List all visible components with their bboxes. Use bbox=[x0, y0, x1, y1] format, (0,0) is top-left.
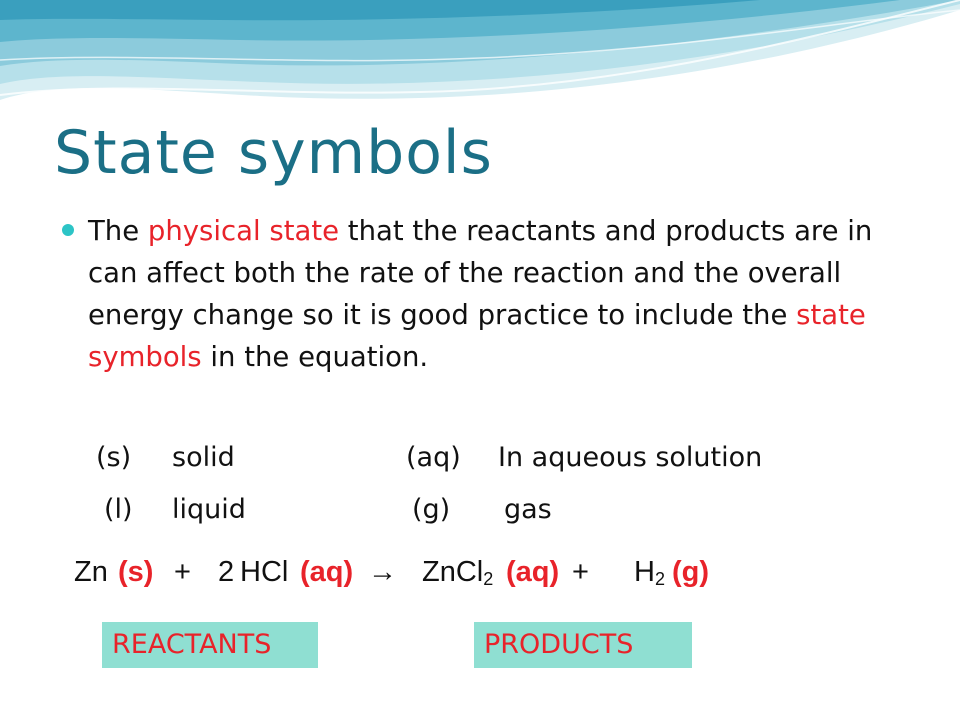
bullet-dot-icon bbox=[62, 224, 74, 236]
body-paragraph bbox=[88, 210, 908, 378]
paragraph-text: The bbox=[88, 215, 148, 247]
eq-arrow: → bbox=[368, 556, 397, 588]
eq-zn-state: (s) bbox=[118, 556, 154, 588]
symbol-l: (l) bbox=[104, 494, 133, 525]
symbol-aq: (aq) bbox=[406, 442, 461, 473]
eq-hcl-state: (aq) bbox=[300, 556, 354, 588]
eq-h2: $H_2$ bbox=[634, 556, 665, 589]
eq-zncl2: ZnCl$_2$ bbox=[422, 556, 494, 589]
slide-title: State symbols bbox=[54, 118, 493, 188]
eq-zn: Zn bbox=[74, 556, 108, 588]
products-label: PRODUCTS bbox=[474, 622, 692, 668]
paragraph-text: in the equation. bbox=[201, 341, 429, 373]
eq-coefficient: 2 bbox=[218, 556, 235, 588]
eq-zncl2-state: (aq) bbox=[506, 556, 560, 588]
reactants-label: REACTANTS bbox=[102, 622, 318, 668]
eq-hcl: HCl bbox=[240, 556, 289, 588]
paragraph-text: that the reactants and products are in can affect both the rate of the reaction and the overall energy change so it is good practice to include the bbox=[88, 215, 873, 331]
symbol-g-meaning: gas bbox=[504, 494, 552, 525]
header-wave-decoration bbox=[0, 0, 960, 130]
symbol-g: (g) bbox=[412, 494, 451, 525]
highlight-physical-state: physical state bbox=[147, 215, 340, 247]
symbol-s-meaning: solid bbox=[172, 442, 235, 473]
eq-h2-state: (g) bbox=[672, 556, 710, 588]
symbol-aq-meaning: In aqueous solution bbox=[498, 442, 763, 473]
eq-plus: + bbox=[572, 556, 589, 588]
eq-plus: + bbox=[174, 556, 191, 588]
highlight-state-symbols: state symbols bbox=[88, 299, 866, 373]
symbol-l-meaning: liquid bbox=[172, 494, 246, 525]
symbol-s: (s) bbox=[96, 442, 132, 473]
